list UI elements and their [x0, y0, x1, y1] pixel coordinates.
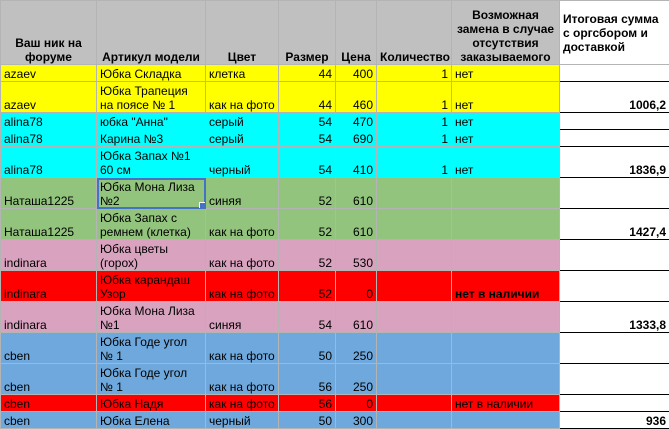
- cell-color[interactable]: синяя: [206, 302, 279, 333]
- cell-user[interactable]: azaev: [1, 82, 97, 113]
- table-row: [1, 147, 669, 178]
- cell-model[interactable]: Юбка карандаш Узор: [97, 271, 206, 302]
- cell-total[interactable]: [560, 333, 669, 364]
- cell-replacement[interactable]: [452, 302, 560, 333]
- cell-qty[interactable]: [377, 240, 452, 271]
- cell-user[interactable]: Наташа1225: [1, 178, 97, 209]
- cell-replacement[interactable]: нет: [452, 147, 560, 178]
- header-total[interactable]: Итоговая сумма с оргсбором и доставкой: [560, 1, 669, 65]
- cell-replacement[interactable]: нет в наличии: [452, 271, 560, 302]
- cell-color[interactable]: как на фото: [206, 209, 279, 240]
- table-row: [1, 364, 669, 395]
- cell-price[interactable]: 410: [336, 147, 377, 178]
- cell-color[interactable]: черный: [206, 412, 279, 429]
- cell-color[interactable]: как на фото: [206, 333, 279, 364]
- cell-size[interactable]: 56: [279, 364, 336, 395]
- cell-user[interactable]: alina78: [1, 130, 97, 147]
- cell-price[interactable]: 530: [336, 240, 377, 271]
- cell-price[interactable]: 300: [336, 412, 377, 429]
- table-row: [1, 395, 669, 412]
- table-row: [1, 240, 669, 271]
- table-row: [1, 302, 669, 333]
- cell-color[interactable]: черный: [206, 147, 279, 178]
- cell-user[interactable]: indinara: [1, 240, 97, 271]
- cell-qty[interactable]: 1: [377, 82, 452, 113]
- cell-qty[interactable]: [377, 412, 452, 429]
- cell-size[interactable]: 52: [279, 240, 336, 271]
- cell-replacement[interactable]: нет: [452, 82, 560, 113]
- cell-total[interactable]: [560, 271, 669, 302]
- cell-price[interactable]: 470: [336, 113, 377, 130]
- cell-model[interactable]: Юбка Надя: [97, 395, 206, 412]
- table-row: [1, 113, 669, 130]
- table-row: [1, 412, 669, 429]
- cell-size[interactable]: 54: [279, 147, 336, 178]
- cell-replacement[interactable]: [452, 240, 560, 271]
- cell-total[interactable]: [560, 65, 669, 82]
- cell-qty[interactable]: 1: [377, 130, 452, 147]
- cell-price[interactable]: 0: [336, 395, 377, 412]
- cell-model[interactable]: Юбка Годе угол № 1: [97, 364, 206, 395]
- cell-size[interactable]: 52: [279, 209, 336, 240]
- header-qty[interactable]: Количество: [377, 1, 452, 65]
- cell-size[interactable]: 44: [279, 65, 336, 82]
- table-row: [1, 65, 669, 82]
- cell-color[interactable]: как на фото: [206, 271, 279, 302]
- table-row: [1, 130, 669, 147]
- cell-user[interactable]: cben: [1, 412, 97, 429]
- cell-qty[interactable]: [377, 178, 452, 209]
- cell-size[interactable]: 52: [279, 271, 336, 302]
- header-user[interactable]: Ваш ник на форуме: [1, 1, 97, 65]
- cell-qty[interactable]: [377, 333, 452, 364]
- cell-color[interactable]: синяя: [206, 178, 279, 209]
- cell-price[interactable]: 610: [336, 209, 377, 240]
- cell-color[interactable]: как на фото: [206, 395, 279, 412]
- cell-total[interactable]: [560, 240, 669, 271]
- cell-qty[interactable]: [377, 395, 452, 412]
- cell-qty[interactable]: [377, 209, 452, 240]
- header-color[interactable]: Цвет: [206, 1, 279, 65]
- header-model[interactable]: Артикул модели: [97, 1, 206, 65]
- cell-size[interactable]: 52: [279, 178, 336, 209]
- cell-model[interactable]: Карина №3: [97, 130, 206, 147]
- cell-total[interactable]: 1006,2: [560, 82, 669, 113]
- cell-total[interactable]: 1836,9: [560, 147, 669, 178]
- cell-model[interactable]: Юбка Трапеция на поясе № 1: [97, 82, 206, 113]
- table-row: [1, 209, 669, 240]
- cell-size[interactable]: 54: [279, 130, 336, 147]
- table-row: [1, 271, 669, 302]
- cell-qty[interactable]: 1: [377, 147, 452, 178]
- cell-total[interactable]: [560, 395, 669, 412]
- cell-size[interactable]: 54: [279, 113, 336, 130]
- cell-total[interactable]: [560, 130, 669, 147]
- cell-size[interactable]: 50: [279, 333, 336, 364]
- cell-model[interactable]: Юбка Годе угол № 1: [97, 333, 206, 364]
- cell-replacement[interactable]: нет: [452, 130, 560, 147]
- cell-color[interactable]: как на фото: [206, 240, 279, 271]
- cell-model[interactable]: Юбка Складка: [97, 65, 206, 82]
- cell-size[interactable]: 44: [279, 82, 336, 113]
- cell-price[interactable]: 0: [336, 271, 377, 302]
- header-row: [1, 1, 669, 65]
- cell-qty[interactable]: [377, 302, 452, 333]
- cell-size[interactable]: 50: [279, 412, 336, 429]
- header-replacement[interactable]: Возможная замена в случае отсутствия заказываемого: [452, 1, 560, 65]
- cell-user[interactable]: cben: [1, 364, 97, 395]
- cell-color[interactable]: клетка: [206, 65, 279, 82]
- cell-replacement[interactable]: [452, 412, 560, 429]
- cell-color[interactable]: как на фото: [206, 82, 279, 113]
- cell-qty[interactable]: 1: [377, 113, 452, 130]
- cell-price[interactable]: 250: [336, 364, 377, 395]
- cell-replacement[interactable]: нет: [452, 65, 560, 82]
- cell-model[interactable]: Юбка Мона Лиза №1: [97, 302, 206, 333]
- cell-user[interactable]: indinara: [1, 302, 97, 333]
- cell-model[interactable]: Юбка цветы (горох): [97, 240, 206, 271]
- cell-model[interactable]: Юбка Запах №1 60 см: [97, 147, 206, 178]
- cell-model[interactable]: Юбка Запах с ремнем (клетка): [97, 209, 206, 240]
- cell-color[interactable]: серый: [206, 113, 279, 130]
- cell-price[interactable]: 250: [336, 333, 377, 364]
- cell-size[interactable]: 54: [279, 302, 336, 333]
- cell-user[interactable]: Наташа1225: [1, 209, 97, 240]
- cell-price[interactable]: 400: [336, 65, 377, 82]
- cell-model[interactable]: Юбка Мона Лиза №2: [97, 178, 206, 209]
- cell-replacement[interactable]: нет в наличии: [452, 395, 560, 412]
- cell-total[interactable]: [560, 364, 669, 395]
- cell-qty[interactable]: 1: [377, 65, 452, 82]
- cell-user[interactable]: alina78: [1, 113, 97, 130]
- table-row: [1, 178, 669, 209]
- table-row: [1, 82, 669, 113]
- cell-price[interactable]: 610: [336, 302, 377, 333]
- cell-color[interactable]: серый: [206, 130, 279, 147]
- header-size[interactable]: Размер: [279, 1, 336, 65]
- table-body: [1, 65, 669, 429]
- cell-user[interactable]: indinara: [1, 271, 97, 302]
- cell-size[interactable]: 56: [279, 395, 336, 412]
- table-row: [1, 333, 669, 364]
- cell-replacement[interactable]: [452, 209, 560, 240]
- cell-user[interactable]: alina78: [1, 147, 97, 178]
- cell-total[interactable]: 1333,8: [560, 302, 669, 333]
- cell-total[interactable]: [560, 178, 669, 209]
- cell-user[interactable]: azaev: [1, 65, 97, 82]
- cell-user[interactable]: cben: [1, 395, 97, 412]
- cell-replacement[interactable]: [452, 364, 560, 395]
- cell-replacement[interactable]: [452, 178, 560, 209]
- cell-replacement[interactable]: [452, 333, 560, 364]
- header-price[interactable]: Цена: [336, 1, 377, 65]
- cell-price[interactable]: 610: [336, 178, 377, 209]
- cell-user[interactable]: cben: [1, 333, 97, 364]
- cell-price[interactable]: 460: [336, 82, 377, 113]
- cell-qty[interactable]: [377, 271, 452, 302]
- cell-model[interactable]: Юбка Елена: [97, 412, 206, 429]
- cell-total[interactable]: 936: [560, 412, 669, 429]
- cell-total[interactable]: 1427,4: [560, 209, 669, 240]
- cell-qty[interactable]: [377, 364, 452, 395]
- cell-total[interactable]: [560, 113, 669, 130]
- cell-price[interactable]: 690: [336, 130, 377, 147]
- cell-model[interactable]: юбка "Анна": [97, 113, 206, 130]
- cell-replacement[interactable]: нет: [452, 113, 560, 130]
- cell-color[interactable]: как на фото: [206, 364, 279, 395]
